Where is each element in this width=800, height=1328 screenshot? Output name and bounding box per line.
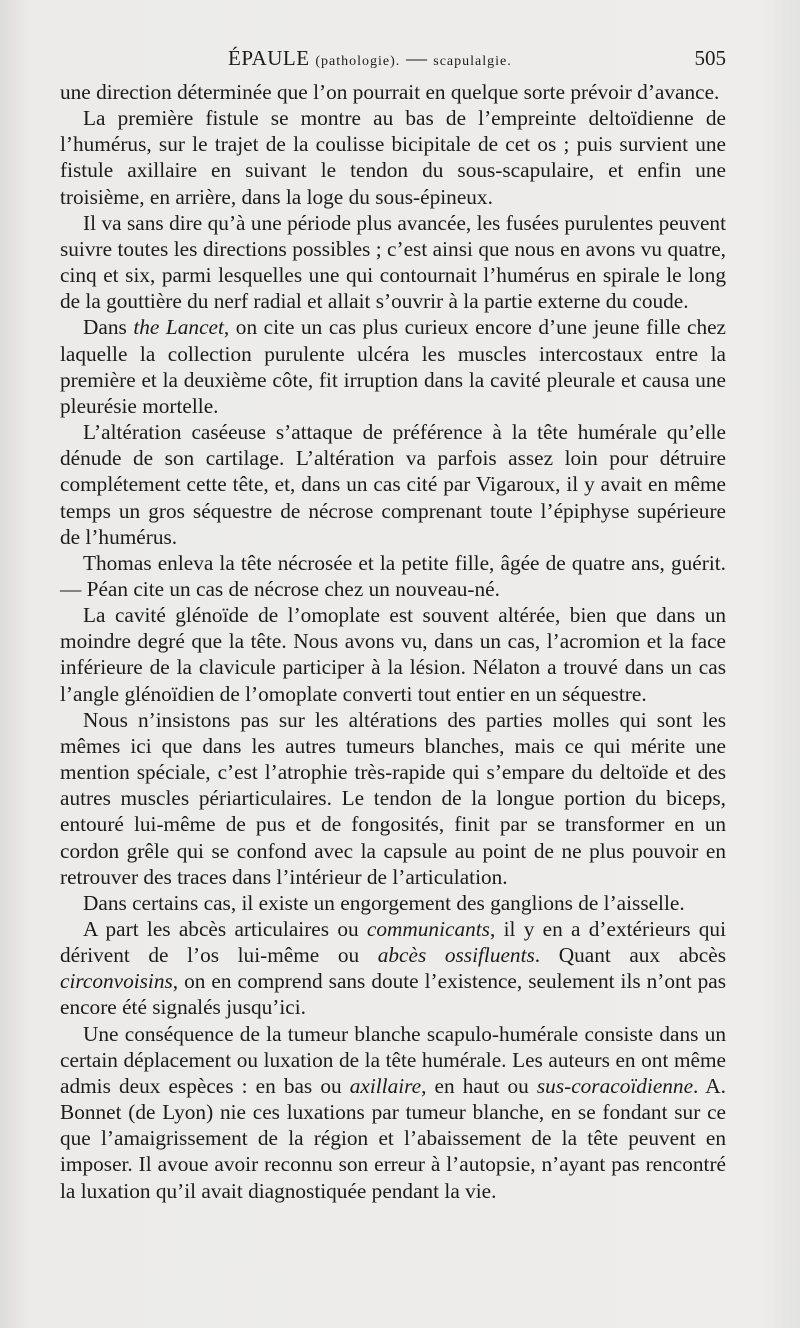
header-title [228, 46, 512, 71]
paragraph-text: Nous n’insistons pas sur les altérations des parties molles qui sont les mêmes ici que dans les autres tumeurs blanches, mais ce qui mérite une mention spéciale, c’est l’atrophie très-rapide qui s’empare du deltoïde et des autres muscles périarticulaires. Le tendon de la longue portion du biceps, entouré lui-même de pus et de fongosités, finit par se transformer en un cordon grêle qui se confond avec la capsule au point de ne plus pouvoir en retrouver des traces dans l’intérieur de l’articulation. [60, 707, 726, 889]
header-title-paren: (pathologie). [315, 54, 401, 69]
header-title-main: ÉPAULE [228, 46, 310, 70]
paragraph [60, 79, 726, 105]
paragraph [60, 602, 726, 707]
page-number: 505 [694, 46, 726, 70]
paragraph-text: , on en comprend sans doute l’existence, seulement ils n’ont pas encore été signalés jusqu’ici. [60, 969, 726, 1020]
paragraph-text: . Quant aux abcès [534, 943, 727, 968]
header-dash: — [406, 46, 428, 70]
paragraph-text: A part les abcès articulaires ou [83, 917, 367, 941]
italic-text: circonvoisins [60, 969, 173, 994]
paragraph-text: . A. Bonnet (de Lyon) nie ces luxations par tumeur blanche, en se fondant sur ce que l’amaigrissement de la région et l’abaissement de la tête peuvent en imposer. Il avoue avoir reconnu son erreur à l’autopsie, n’ayant pas rencontré la luxation qu’il avait diagnostiquée pendant la vie. [60, 1073, 726, 1203]
running-header [60, 46, 726, 74]
italic-text: abcès ossifluents [377, 943, 535, 968]
header-title-sub: scapulalgie. [433, 54, 512, 69]
paragraph [60, 314, 726, 419]
paragraph-text: , il y en a d’extérieurs qui dérivent de l’os lui-même ou [60, 917, 726, 968]
paragraph [60, 210, 726, 315]
body-text [60, 79, 726, 1204]
paragraph [60, 890, 726, 916]
paragraph [60, 1021, 726, 1204]
paragraph-text: Une conséquence de la tumeur blanche scapulo-humérale consiste dans un certain déplacement ou luxation de la tête humérale. Les auteurs en ont même admis deux espèces : en bas ou [60, 1021, 726, 1098]
paragraph [60, 707, 726, 890]
paragraph-text: L’altération caséeuse s’attaque de préférence à la tête humérale qu’elle dénude de son cartilage. L’altération va parfois assez loin pour détruire complétement cette tête, et, dans un cas cité par Vigaroux, il y avait en même temps un gros séquestre de nécrose comprenant toute l’épiphyse supérieure de l’humérus. [60, 420, 726, 549]
paragraph-text: Dans [83, 315, 134, 340]
paragraph-text: Il va sans dire qu’à une période plus avancée, les fusées purulentes peuvent suivre toutes les directions possibles ; c’est ainsi que nous en avons vu quatre, cinq et six, parmi lesquelles une qui contournait l’humérus en spirale le long de la gouttière du nerf radial et allait s’ouvrir à la partie externe du coude. [60, 210, 726, 314]
paragraph-text: Dans certains cas, il existe un engorgement des ganglions de l’aisselle. [83, 890, 685, 915]
paragraph-text: , en haut ou [421, 1073, 537, 1098]
italic-text: the Lancet [133, 315, 224, 340]
italic-text: communicants [366, 917, 490, 941]
paragraph [60, 550, 726, 602]
paragraph-text: Thomas enleva la tête nécrosée et la petite fille, âgée de quatre ans, guérit. — Péan cite un cas de nécrose chez un nouveau-né. [60, 550, 726, 601]
paragraph-text: une direction déterminée que l’on pourrait en quelque sorte prévoir d’avance. [60, 80, 720, 104]
paragraph-text: La première fistule se montre au bas de l’empreinte deltoïdienne de l’humérus, sur le trajet de la coulisse bicipitale de cet os ; puis survient une fistule axillaire en suivant le tendon du sous-scapulaire, et enfin une troisième, en arrière, dans la loge du sous-épineux. [60, 106, 726, 209]
italic-text: axillaire [349, 1073, 422, 1098]
paragraph-text: La cavité glénoïde de l’omoplate est souvent altérée, bien que dans un moindre degré que la tête. Nous avons vu, dans un cas, l’acromion et la face inférieure de la clavicule participer à la lésion. Nélaton a trouvé dans un cas l’angle glénoïdien de l’omoplate converti tout entier en un séquestre. [60, 603, 726, 706]
italic-text: sus-coracoïdienne [536, 1073, 694, 1098]
paragraph [60, 419, 726, 550]
paragraph [60, 916, 726, 1021]
paragraph [60, 105, 726, 210]
paragraph-text: , on cite un cas plus curieux encore d’une jeune fille chez laquelle la collection purulente ulcéra les muscles intercostaux entre la première et la deuxième côte, fit irruption dans la cavité pleurale et causa une pleurésie mortelle. [60, 315, 727, 418]
